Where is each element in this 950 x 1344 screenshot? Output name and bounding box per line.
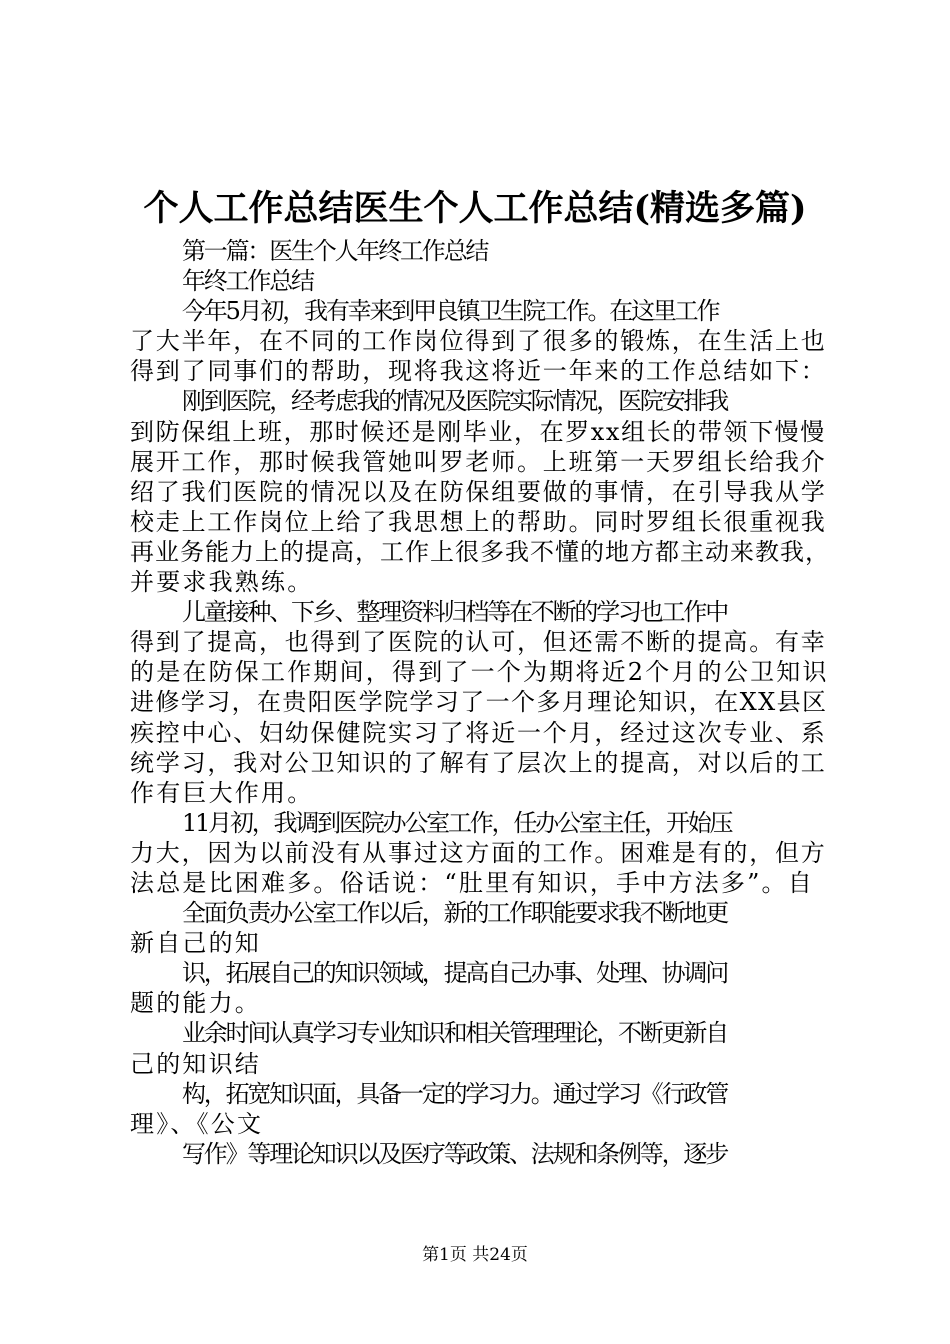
body-line: 今年5月初，我有幸来到甲良镇卫生院工作。在这里工作: [182, 297, 719, 326]
body-line: 构，拓宽知识面，具备一定的学习力。通过学习《行政管: [182, 1079, 727, 1108]
body-line: 了大半年，在不同的工作岗位得到了很多的锻炼，在生活上也: [130, 327, 827, 356]
body-line: 作有巨大作用。: [130, 778, 314, 807]
body-line: 疾控中心、妇幼保健院实习了将近一个月，经过这次专业、系: [130, 718, 827, 747]
body-line: 全面负责办公室工作以后，新的工作职能要求我不断地更: [182, 899, 727, 928]
body-line: 第一篇：医生个人年终工作总结: [182, 237, 488, 265]
body-line: 展开工作，那时候我管她叫罗老师。上班第一天罗组长给我介: [130, 447, 827, 476]
body-line: 绍了我们医院的情况以及在防保组要做的事情，在引导我从学: [130, 477, 827, 506]
body-line: 己的知识结: [130, 1049, 261, 1078]
document-body: [130, 236, 830, 1169]
body-line: 识，拓展自己的知识领域，提高自己办事、处理、协调问: [182, 959, 727, 988]
body-line: 儿童接种、下乡、整理资料归档等在不断的学习也工作中: [182, 598, 727, 627]
body-line: 写作》等理论知识以及医疗等政策、法规和条例等，逐步: [182, 1139, 727, 1168]
body-line: 校走上工作岗位上给了我思想上的帮助。同时罗组长很重视我: [130, 507, 827, 536]
body-line: 11月初，我调到医院办公室工作，任办公室主任，开始压: [182, 808, 732, 837]
body-line: 新自己的知: [130, 929, 261, 958]
body-line: 进修学习，在贵阳医学院学习了一个多月理论知识，在XX县区: [130, 688, 828, 717]
body-line: 刚到医院，经考虑我的情况及医院实际情况，医院安排我: [182, 387, 727, 416]
body-line: 题的能力。: [130, 989, 261, 1018]
body-line: 力大，因为以前没有从事过这方面的工作。困难是有的，但方: [130, 838, 827, 867]
body-line: 得到了提高，也得到了医院的认可，但还需不断的提高。有幸: [130, 628, 827, 657]
body-line: 得到了同事们的帮助，现将我这将近一年来的工作总结如下：: [130, 357, 827, 386]
body-line: 的是在防保工作期间，得到了一个为期将近2个月的公卫知识: [130, 658, 829, 687]
body-line: 业余时间认真学习专业知识和相关管理理论，不断更新自: [182, 1019, 727, 1048]
body-line: 法总是比困难多。俗话说：“肚里有知识，手中方法多”。自: [130, 868, 814, 897]
page-footer: 第1页 共24页: [422, 1245, 528, 1265]
body-line: 统学习，我对公卫知识的了解有了层次上的提高，对以后的工: [130, 748, 827, 777]
body-line: 到防保组上班，那时候还是刚毕业，在罗xx组长的带领下慢慢: [130, 417, 826, 446]
document-title: 个人工作总结医生个人工作总结(精选多篇): [143, 188, 807, 229]
body-line: 年终工作总结: [182, 267, 313, 296]
body-line: 再业务能力上的提高，工作上很多我不懂的地方都主动来教我，: [130, 537, 830, 566]
body-line: 理》、《公文: [130, 1109, 264, 1138]
body-line: 并要求我熟练。: [130, 568, 314, 597]
